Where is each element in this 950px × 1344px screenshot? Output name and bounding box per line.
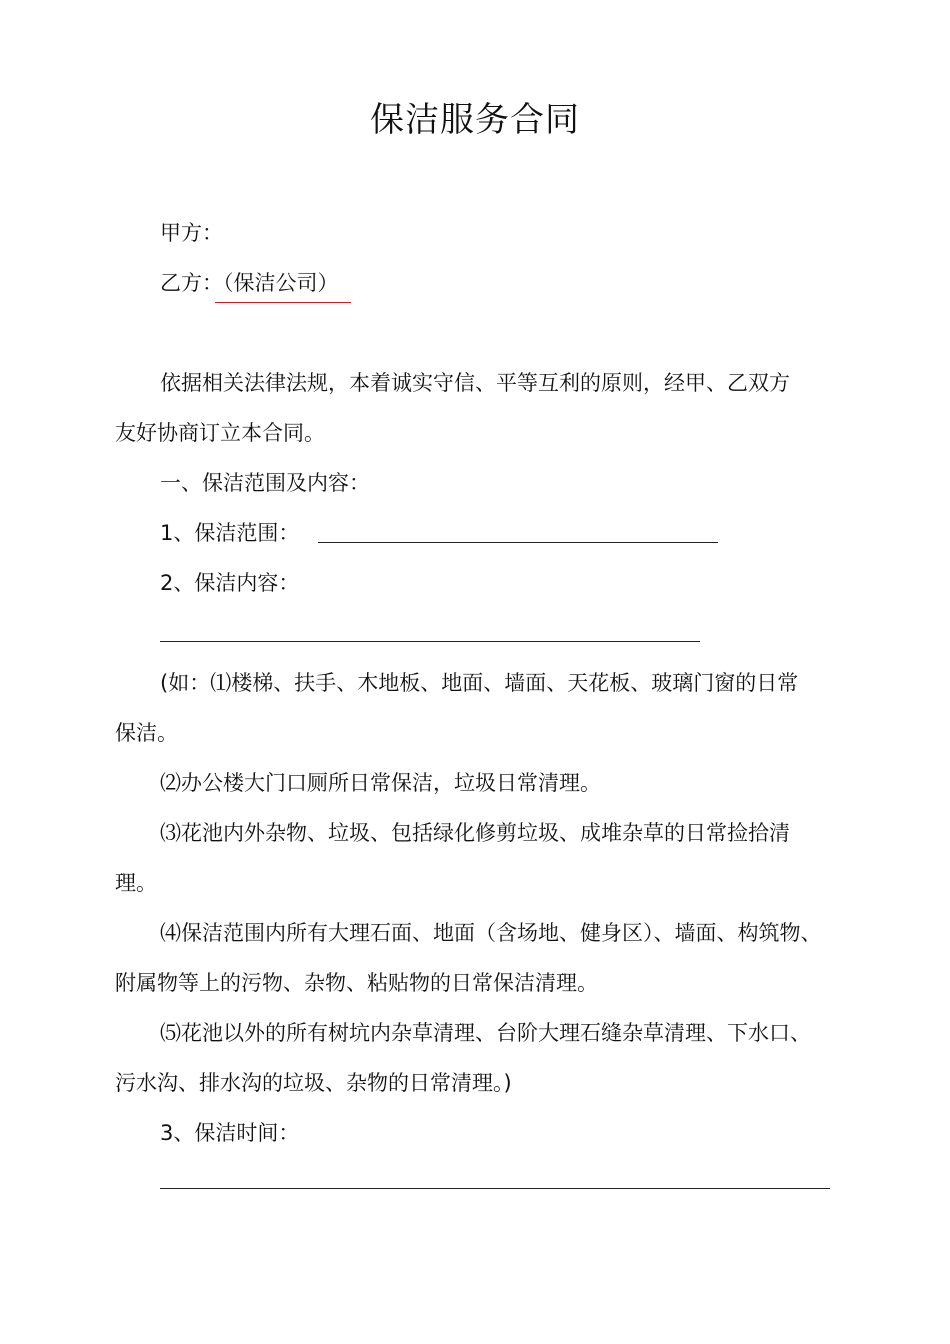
cleaning-scope-label: 1、保洁范围： (160, 521, 300, 545)
party-b-label: 乙方： (160, 271, 223, 295)
party-b-value: （保洁公司） (223, 271, 339, 295)
example-5-line-1: ⑸花池以外的所有树坑内杂草清理、台阶大理石缝杂草清理、下水口、 (160, 1021, 811, 1045)
example-1-line-1: (如：⑴楼梯、扶手、木地板、地面、墙面、天花板、玻璃门窗的日常 (160, 671, 799, 695)
intro-paragraph-line-1: 依据相关法律法规，本着诚实守信、平等互利的原则，经甲、乙双方 (160, 371, 790, 395)
example-1-line-2: 保洁。 (115, 721, 178, 745)
party-a-label: 甲方： (160, 221, 223, 245)
example-5-line-2: 污水沟、排水沟的垃圾、杂物的日常清理。) (115, 1071, 512, 1095)
example-4-line-2: 附属物等上的污物、杂物、粘贴物的日常保洁清理。 (115, 971, 598, 995)
cleaning-scope-blank[interactable] (318, 542, 718, 543)
cleaning-content-blank[interactable] (160, 641, 700, 642)
example-2: ⑵办公楼大门口厕所日常保洁，垃圾日常清理。 (160, 771, 601, 795)
example-3-line-1: ⑶花池内外杂物、垃圾、包括绿化修剪垃圾、成堆杂草的日常捡拾清 (160, 821, 790, 845)
party-b-line (160, 268, 339, 298)
intro-paragraph-line-2: 友好协商订立本合同。 (115, 421, 325, 445)
example-4-line-1: ⑷保洁范围内所有大理石面、地面（含场地、健身区）、墙面、构筑物、 (160, 921, 822, 945)
section-1-heading: 一、保洁范围及内容： (160, 471, 370, 495)
cleaning-time-blank[interactable] (160, 1188, 830, 1189)
party-b-underline (215, 302, 351, 303)
cleaning-time-label: 3、保洁时间： (160, 1121, 300, 1145)
example-3-line-2: 理。 (115, 871, 157, 895)
cleaning-content-label: 2、保洁内容： (160, 571, 300, 595)
document-title: 保洁服务合同 (370, 100, 580, 140)
